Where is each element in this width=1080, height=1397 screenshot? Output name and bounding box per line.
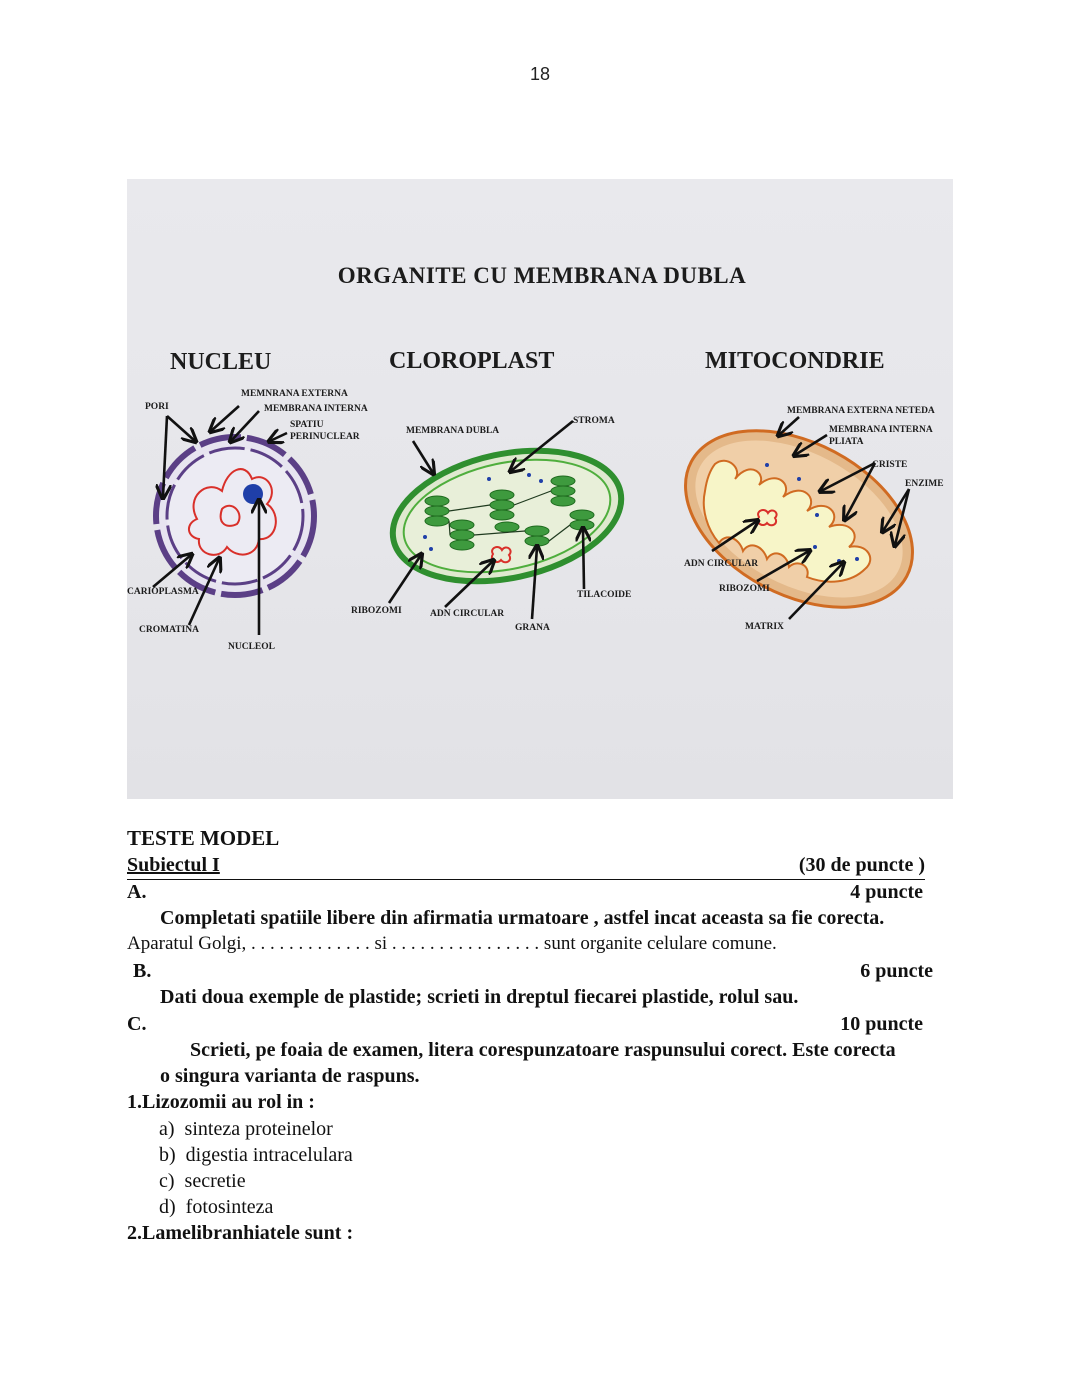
label-adn-circular-mito: ADN CIRCULAR [684, 559, 759, 569]
mitocondrie-heading: MITOCONDRIE [705, 348, 885, 374]
cloroplast-heading: CLOROPLAST [389, 348, 555, 374]
section-b-instruction: Dati doua exemple de plastide; scrieti in dreptul fiecarei plastide, rolul sau. [160, 986, 799, 1008]
section-a-statement: Aparatul Golgi, . . . . . . . . . . . . . si . . . . . . . . . . . . . . . . sunt organite celulare comune. [127, 933, 777, 954]
label-criste: CRISTE [872, 460, 908, 470]
organelles-diagram [127, 179, 953, 799]
diagram-title: ORGANITE CU MEMBRANA DUBLA [337, 263, 747, 288]
label-tilacoide: TILACOIDE [577, 590, 632, 600]
label-ribozomi: RIBOZOMI [351, 606, 402, 616]
test-heading: TESTE MODEL [127, 826, 280, 850]
label-membrana-dubla: MEMBRANA DUBLA [406, 426, 500, 436]
diagram-canvas [127, 179, 953, 799]
option-b [159, 1144, 353, 1167]
section-c-instruction-line1: Scrieti, pe foaia de examen, litera corespunzatoare raspunsului corect. Este corecta [190, 1039, 896, 1061]
label-grana: GRANA [515, 623, 550, 633]
option-letter: b) [159, 1144, 176, 1166]
label-membrana-interna-line1: MEMBRANA INTERNA [829, 425, 933, 435]
section-c-label: C. [127, 1013, 147, 1035]
section-a-label: A. [127, 881, 147, 903]
nucleus-inner-membrane [167, 448, 303, 584]
option-a [159, 1118, 333, 1141]
section-b-label: B. [133, 960, 152, 982]
question-2: 2.Lamelibranhiatele sunt : [127, 1222, 354, 1244]
nucleus-drawing [156, 437, 314, 595]
subject-title: Subiectul I [127, 854, 220, 876]
label-memnrana-externa: MEMNRANA EXTERNA [241, 389, 348, 399]
label-pori: PORI [145, 402, 169, 412]
label-adn-circular: ADN CIRCULAR [430, 609, 505, 619]
section-a-points: 4 puncte [850, 881, 923, 903]
option-text: sinteza proteinelor [184, 1118, 333, 1140]
label-membrana-externa-neteda: MEMBRANA EXTERNA NETEDA [787, 406, 935, 416]
option-text: fotosinteza [185, 1196, 274, 1218]
label-membrana-interna: MEMBRANA INTERNA [264, 404, 368, 414]
chloroplast-drawing [381, 431, 634, 601]
option-c [159, 1170, 246, 1193]
page-number: 18 [529, 64, 551, 84]
subject-points: (30 de puncte ) [798, 854, 925, 876]
section-b-points: 6 puncte [860, 960, 933, 982]
label-spatiu-line1: SPATIU [290, 420, 324, 430]
label-enzime: ENZIME [905, 479, 944, 489]
section-a-instruction: Completati spatiile libere din afirmatia urmatoare , astfel incat aceasta sa fie corecta. [160, 907, 885, 929]
label-nucleol: NUCLEOL [228, 642, 275, 652]
label-stroma: STROMA [573, 416, 615, 426]
label-membrana-interna-line2: PLIATA [829, 437, 864, 447]
label-matrix: MATRIX [745, 622, 784, 632]
option-text: secretie [184, 1170, 246, 1192]
subject-row [127, 854, 925, 880]
label-cromatina: CROMATINA [139, 625, 199, 635]
label-carioplasma: CARIOPLASMA [127, 587, 199, 597]
option-d [159, 1196, 273, 1219]
test-section [127, 826, 947, 1266]
label-ribozomi-mito: RIBOZOMI [719, 584, 770, 594]
option-letter: c) [159, 1170, 175, 1192]
option-letter: a) [159, 1118, 175, 1140]
nucleu-heading: NUCLEU [170, 349, 272, 375]
section-c-points: 10 puncte [840, 1013, 923, 1035]
option-letter: d) [159, 1196, 176, 1218]
option-text: digestia intracelulara [185, 1144, 353, 1166]
section-c-instruction-line2: o singura varianta de raspuns. [160, 1065, 420, 1087]
question-1: 1.Lizozomii au rol in : [127, 1091, 315, 1113]
label-spatiu-line2: PERINUCLEAR [290, 432, 360, 442]
